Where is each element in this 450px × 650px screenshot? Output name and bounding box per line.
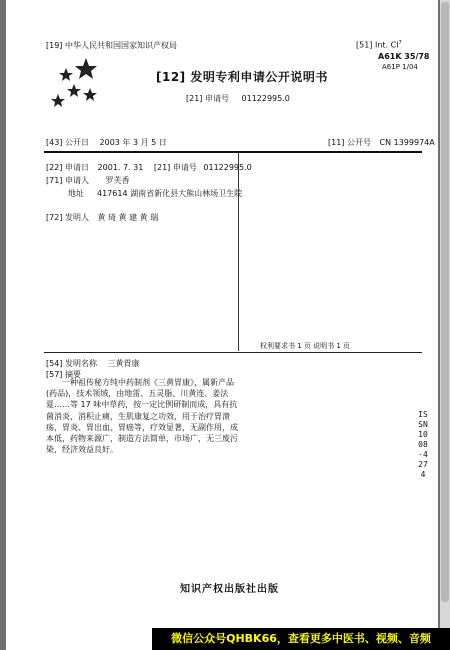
pubno-value: CN 1399974A <box>379 138 435 147</box>
abstract-text: 一种祖传秘方纯中药制剂《三黄胃康》，属新产品(药品)，技术领域，由地雷、五灵脂、川黄连、姜法夏……等 17 味中草药，按一定比例研制而成，具有抗菌消炎，消积止痛，生肌康复之功效，用于治疗胃溃疡，胃炎、胃出血、胃癌等，疗效显著，无副作用，成本低，药物来源广，制造方法简单，市场广，无三废污染，经济效益良好。 <box>46 378 238 455</box>
int-cl-sup: 7 <box>398 40 402 46</box>
class-sub: A61P 1/04 <box>382 63 418 71</box>
address-value: 417614 湖南省新化县大熊山林场卫生院 <box>97 189 243 198</box>
int-cl-label <box>356 40 402 50</box>
address-label: 地址 <box>68 189 84 198</box>
applicant-label: [71] 申请人 <box>46 176 89 185</box>
pub-date-value: 2003 年 3 月 5 日 <box>99 138 167 147</box>
filing-date-row <box>46 162 252 173</box>
header-divider <box>44 151 422 153</box>
abstract-label: [57] 摘要 <box>46 370 81 379</box>
inventors-row <box>46 212 158 223</box>
patent-page <box>6 0 438 650</box>
publication-number <box>328 137 435 148</box>
filed-value: 2001. 7. 31 <box>97 163 144 172</box>
filed-label: [22] 申请日 <box>46 163 89 172</box>
wechat-banner: 微信公众号QHBK66，查看更多中医书、视频、音频 <box>152 628 450 650</box>
pub-date-label: [43] 公开日 <box>46 138 89 147</box>
column-divider <box>238 153 239 351</box>
biblio-appno-value: 01122995.0 <box>203 163 252 172</box>
applicant-value: 罗芙香 <box>105 176 130 185</box>
invention-title-value: 三黄胃康 <box>107 359 140 368</box>
scrollbar-thumb[interactable] <box>441 2 449 602</box>
inventor-names: 黄 琦 黄 建 黄 瑞 <box>97 213 159 222</box>
section-divider <box>44 352 422 353</box>
applicant-row <box>46 175 130 186</box>
class-main: A61K 35/78 <box>378 52 430 61</box>
header-appno-label: [21] 申请号 <box>186 94 229 103</box>
int-cl-text: [51] Int. Cl <box>356 40 399 50</box>
biblio-appno-label: [21] 申请号 <box>153 163 197 172</box>
national-emblem-icon <box>44 54 110 114</box>
pubno-label: [11] 公开号 <box>328 138 371 147</box>
header-application-number <box>186 93 290 104</box>
publication-date <box>46 137 167 148</box>
issn-vertical: ISSN1008-4274 <box>418 410 428 479</box>
document-type-title: [12] 发明专利申请公开说明书 <box>156 70 328 84</box>
inventor-label: [72] 发明人 <box>46 213 89 222</box>
claims-page-count: 权利要求书 1 页 说明书 1 页 <box>260 342 351 350</box>
invention-title-row <box>46 358 140 369</box>
issuing-office: [19] 中华人民共和国国家知识产权局 <box>46 41 177 50</box>
header-appno-value: 01122995.0 <box>241 94 290 103</box>
publisher: 知识产权出版社出版 <box>180 584 279 595</box>
vertical-scrollbar[interactable] <box>440 0 450 650</box>
invention-title-label: [54] 发明名称 <box>46 359 97 368</box>
